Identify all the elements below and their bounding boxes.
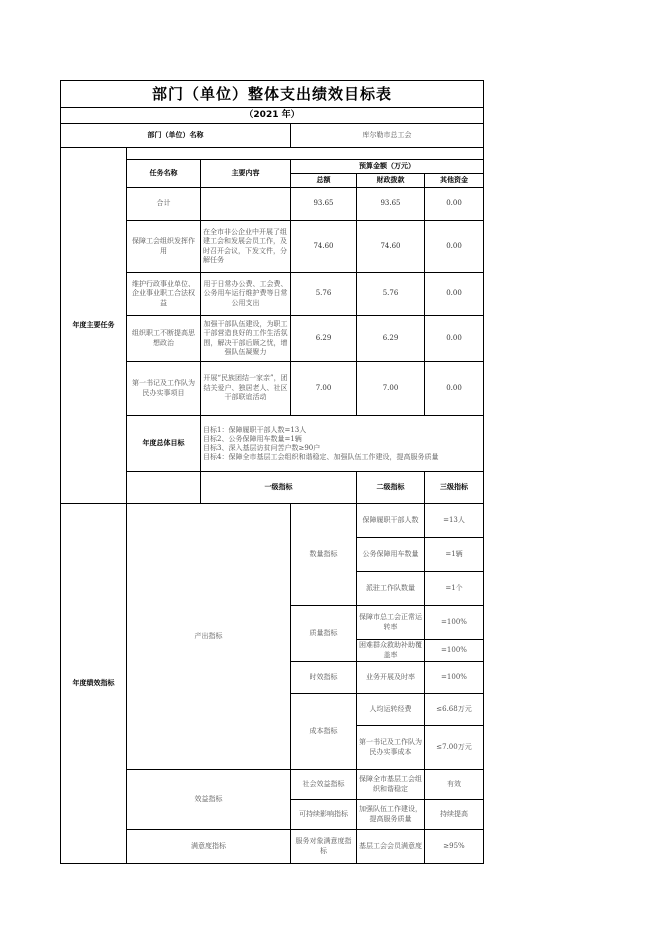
service-satisfaction-indicator: 服务对象满意度指标 xyxy=(291,830,357,864)
task-name-cell: 第一书记及工作队为民办实事项目 xyxy=(127,362,201,416)
level2-header: 二级指标 xyxy=(357,472,425,504)
year-label: （2021 年） xyxy=(61,108,484,124)
fiscal-header: 财政拨款 xyxy=(357,174,425,188)
level3-item: 人均运转经费 xyxy=(357,694,425,726)
task-fiscal-cell: 7.00 xyxy=(357,362,425,416)
indicator-value: =1辆 xyxy=(425,538,484,572)
task-content-cell: 开展“民族团结一家亲”，团结关爱户、独居老人、社区干部联谊活动 xyxy=(201,362,291,416)
indicator-value: =1个 xyxy=(425,572,484,606)
task-fiscal-cell: 74.60 xyxy=(357,221,425,273)
task-total-cell: 7.00 xyxy=(291,362,357,416)
other-header: 其他资金 xyxy=(425,174,484,188)
indicator-value: ≤7.00万元 xyxy=(425,726,484,770)
task-other-cell: 0.00 xyxy=(425,273,484,316)
level3-item: 公务保障用车数量 xyxy=(357,538,425,572)
level3-item: 第一书记及工作队为民办实事成本 xyxy=(357,726,425,770)
benefit-indicator: 效益指标 xyxy=(127,770,291,830)
indicator-value: =100% xyxy=(425,662,484,694)
task-name-header: 任务名称 xyxy=(127,160,201,188)
task-other-cell: 0.00 xyxy=(425,316,484,362)
timeliness-indicator: 时效指标 xyxy=(291,662,357,694)
sustainable-indicator: 可持续影响指标 xyxy=(291,800,357,830)
spacer-row xyxy=(127,148,484,160)
task-total-cell: 93.65 xyxy=(291,188,357,221)
unit-name-label: 部门（单位）名称 xyxy=(61,124,291,148)
goal-line: 目标2、公务保障用车数量=1辆 xyxy=(203,434,302,443)
quality-indicator: 质量指标 xyxy=(291,606,357,662)
performance-target-table xyxy=(60,80,484,504)
task-fiscal-cell: 5.76 xyxy=(357,273,425,316)
level3-header: 三级指标 xyxy=(425,472,484,504)
level3-item: 保障市总工会正常运转率 xyxy=(357,606,425,640)
task-fiscal-cell: 93.65 xyxy=(357,188,425,221)
task-total-cell: 6.29 xyxy=(291,316,357,362)
task-name-cell: 保障工会组织发挥作用 xyxy=(127,221,201,273)
level3-item: 基层工会会员满意度 xyxy=(357,830,425,864)
task-name-cell: 组织职工不断提高思想政治 xyxy=(127,316,201,362)
task-content-cell: 用于日常办公费、工会费、公务用车运行维护费等日常公用支出 xyxy=(201,273,291,316)
indicator-value: 持续提高 xyxy=(425,800,484,830)
indicators-label: 年度绩效指标 xyxy=(61,504,127,864)
level3-item: 业务开展及时率 xyxy=(357,662,425,694)
level3-item: 保障履职干部人数 xyxy=(357,504,425,538)
total-header: 总额 xyxy=(291,174,357,188)
output-indicator: 产出指标 xyxy=(127,504,291,770)
level3-item: 加强队伍工作建设，提高服务质量 xyxy=(357,800,425,830)
task-other-cell: 0.00 xyxy=(425,362,484,416)
task-content-cell: 加强干部队伍建设，为职工干部营造良好的工作生活氛围，解决干部后顾之忧，增强队伍凝聚力 xyxy=(201,316,291,362)
indicator-value: =100% xyxy=(425,640,484,662)
task-content-cell xyxy=(201,188,291,221)
overall-goals-text xyxy=(201,416,484,472)
annual-tasks-label: 年度主要任务 xyxy=(61,148,127,504)
performance-target-sheet xyxy=(60,80,483,864)
task-other-cell: 0.00 xyxy=(425,188,484,221)
indicator-value: =13人 xyxy=(425,504,484,538)
overall-goals-label: 年度总体目标 xyxy=(127,416,201,472)
main-content-header: 主要内容 xyxy=(201,160,291,188)
task-total-cell: 74.60 xyxy=(291,221,357,273)
social-benefit-indicator: 社会效益指标 xyxy=(291,770,357,800)
goal-line: 目标4：保障全市基层工会组织和谐稳定、加强队伍工作建设，提高服务质量 xyxy=(203,452,439,461)
indicator-value: =100% xyxy=(425,606,484,640)
task-name-cell: 维护行政事业单位、企业事业职工合法权益 xyxy=(127,273,201,316)
indicator-table xyxy=(60,503,484,864)
task-total-cell: 5.76 xyxy=(291,273,357,316)
goal-line: 目标3、深入基层访贫问苦户数≥90户 xyxy=(203,443,321,452)
indicator-value: 有效 xyxy=(425,770,484,800)
indicator-value: ≤6.68万元 xyxy=(425,694,484,726)
quantity-indicator: 数量指标 xyxy=(291,504,357,606)
satisfaction-indicator: 满意度指标 xyxy=(127,830,291,864)
indicator-value: ≥95% xyxy=(425,830,484,864)
task-fiscal-cell: 6.29 xyxy=(357,316,425,362)
level3-item: 保障全市基层工会组织和谐稳定 xyxy=(357,770,425,800)
task-other-cell: 0.00 xyxy=(425,221,484,273)
level1-header: 一级指标 xyxy=(201,472,357,504)
level3-item: 困难群众救助补助覆盖率 xyxy=(357,640,425,662)
level3-item: 派驻工作队数量 xyxy=(357,572,425,606)
indicator-header-blank xyxy=(127,472,201,504)
unit-name-value: 库尔勒市总工会 xyxy=(291,124,484,148)
page-title: 部门（单位）整体支出绩效目标表 xyxy=(61,81,484,108)
budget-amount-header: 预算金额（万元） xyxy=(291,160,484,174)
task-content-cell: 在全市非公企业中开展了组建工会和发展会员工作，及时召开会议，下发文件，分解任务 xyxy=(201,221,291,273)
task-name-cell: 合计 xyxy=(127,188,201,221)
goal-line: 目标1：保障履职干部人数=13人 xyxy=(203,425,307,434)
cost-indicator: 成本指标 xyxy=(291,694,357,770)
